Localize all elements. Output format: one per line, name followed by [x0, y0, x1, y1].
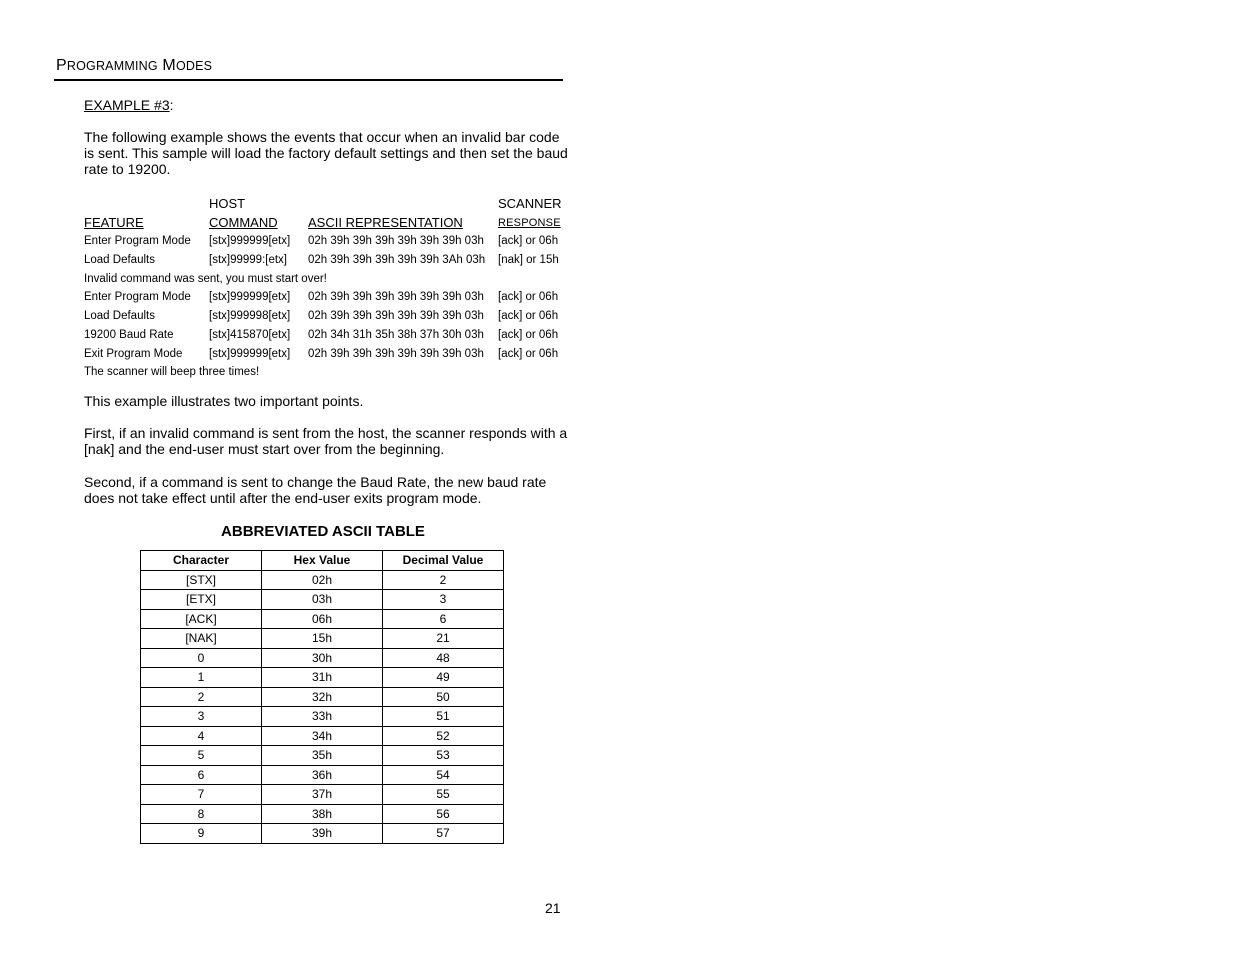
- table-row: [141, 629, 504, 649]
- ascii-cell-decimal: 55: [383, 785, 504, 805]
- ascii-cell-decimal: 48: [383, 648, 504, 668]
- table-row: [141, 765, 504, 785]
- row-feature: Load Defaults: [84, 310, 155, 323]
- table-row: [141, 746, 504, 766]
- table-row: [141, 804, 504, 824]
- ascii-cell-decimal: 52: [383, 726, 504, 746]
- ascii-cell-decimal: 56: [383, 804, 504, 824]
- row-response: [ack] or 06h: [498, 235, 559, 248]
- command-note: [84, 363, 564, 382]
- table-row: [141, 609, 504, 629]
- section-title-p: P: [56, 57, 67, 74]
- note-text: The scanner will beep three times!: [84, 366, 260, 379]
- header-feature: FEATURE: [84, 214, 144, 230]
- ascii-cell-character: 9: [141, 824, 262, 844]
- row-command: [stx]999999[etx]: [209, 291, 291, 304]
- command-row: [84, 288, 564, 307]
- command-table-header-top: [84, 195, 564, 214]
- row-feature: 19200 Baud Rate: [84, 328, 174, 341]
- ascii-cell-character: [ETX]: [141, 590, 262, 610]
- ascii-cell-hex: 31h: [262, 668, 383, 688]
- ascii-cell-decimal: 6: [383, 609, 504, 629]
- ascii-cell-character: [STX]: [141, 570, 262, 590]
- command-row: [84, 345, 564, 364]
- header-command: COMMAND: [209, 214, 278, 230]
- ascii-cell-hex: 35h: [262, 746, 383, 766]
- row-ascii: 02h 39h 39h 39h 39h 39h 39h 03h: [308, 235, 484, 248]
- example-label-colon: :: [169, 97, 174, 113]
- example-label: [84, 97, 174, 113]
- ascii-cell-character: 3: [141, 707, 262, 727]
- row-command: [stx]999999[etx]: [209, 235, 291, 248]
- ascii-table-header-row: [141, 551, 504, 571]
- table-row: [141, 726, 504, 746]
- section-title-odes: ODES: [175, 59, 213, 73]
- page-number: 21: [545, 900, 561, 916]
- row-response: [ack] or 06h: [498, 347, 559, 360]
- table-row: [141, 824, 504, 844]
- title-rule: [54, 79, 563, 81]
- ascii-cell-hex: 30h: [262, 648, 383, 668]
- ascii-cell-decimal: 57: [383, 824, 504, 844]
- first-point-paragraph: First, if an invalid command is sent from the host, the scanner responds with a [nak] and the end-user must start over from the beginning.: [84, 425, 568, 457]
- row-ascii: 02h 34h 31h 35h 38h 37h 30h 03h: [308, 328, 484, 341]
- ascii-cell-decimal: 54: [383, 765, 504, 785]
- ascii-cell-character: 2: [141, 687, 262, 707]
- command-row: [84, 326, 564, 345]
- intro-paragraph: The following example shows the events that occur when an invalid bar code is sent. This sample will load the factory default settings and then set the baud rate to 19200.: [84, 129, 568, 177]
- ascii-cell-hex: 39h: [262, 824, 383, 844]
- ascii-table-title: ABBREVIATED ASCII TABLE: [221, 523, 425, 540]
- ascii-cell-decimal: 3: [383, 590, 504, 610]
- ascii-cell-character: 6: [141, 765, 262, 785]
- row-ascii: 02h 39h 39h 39h 39h 39h 39h 03h: [308, 291, 484, 304]
- row-feature: Exit Program Mode: [84, 347, 183, 360]
- row-command: [stx]99999:[etx]: [209, 254, 287, 267]
- ascii-cell-character: 7: [141, 785, 262, 805]
- row-feature: Enter Program Mode: [84, 291, 191, 304]
- row-ascii: 02h 39h 39h 39h 39h 39h 39h 03h: [308, 310, 484, 323]
- ascii-cell-decimal: 49: [383, 668, 504, 688]
- table-row: [141, 785, 504, 805]
- command-row: [84, 307, 564, 326]
- note-text: Invalid command was sent, you must start over!: [84, 272, 327, 285]
- row-ascii: 02h 39h 39h 39h 39h 39h 39h 03h: [308, 347, 484, 360]
- ascii-cell-decimal: 53: [383, 746, 504, 766]
- ascii-cell-hex: 06h: [262, 609, 383, 629]
- section-title-m: M: [162, 57, 176, 74]
- command-table: [84, 195, 564, 382]
- row-feature: Enter Program Mode: [84, 235, 191, 248]
- row-response: [nak] or 15h: [498, 254, 559, 267]
- table-row: [141, 648, 504, 668]
- ascii-cell-hex: 37h: [262, 785, 383, 805]
- points-paragraph: This example illustrates two important points.: [84, 393, 364, 409]
- ascii-cell-decimal: 2: [383, 570, 504, 590]
- ascii-cell-decimal: 21: [383, 629, 504, 649]
- row-command: [stx]999999[etx]: [209, 347, 291, 360]
- ascii-cell-hex: 02h: [262, 570, 383, 590]
- ascii-table: [140, 550, 504, 844]
- table-row: [141, 668, 504, 688]
- table-row: [141, 707, 504, 727]
- ascii-cell-character: 4: [141, 726, 262, 746]
- section-title: [56, 57, 212, 75]
- row-response: [ack] or 06h: [498, 310, 559, 323]
- table-row: [141, 570, 504, 590]
- ascii-cell-decimal: 50: [383, 687, 504, 707]
- header-scanner: SCANNER: [498, 196, 562, 211]
- table-row: [141, 590, 504, 610]
- ascii-cell-character: [NAK]: [141, 629, 262, 649]
- command-row: [84, 251, 564, 270]
- ascii-header-hex: Hex Value: [262, 551, 383, 571]
- ascii-header-decimal: Decimal Value: [383, 551, 504, 571]
- ascii-cell-character: 5: [141, 746, 262, 766]
- ascii-cell-character: [ACK]: [141, 609, 262, 629]
- row-command: [stx]999998[etx]: [209, 310, 291, 323]
- ascii-cell-character: 0: [141, 648, 262, 668]
- table-row: [141, 687, 504, 707]
- row-ascii: 02h 39h 39h 39h 39h 39h 3Ah 03h: [308, 254, 486, 267]
- row-command: [stx]415870[etx]: [209, 328, 291, 341]
- ascii-cell-hex: 34h: [262, 726, 383, 746]
- ascii-cell-character: 1: [141, 668, 262, 688]
- ascii-cell-hex: 03h: [262, 590, 383, 610]
- ascii-cell-decimal: 51: [383, 707, 504, 727]
- header-ascii: ASCII REPRESENTATION: [308, 214, 463, 230]
- section-title-rogramming: ROGRAMMING: [66, 59, 158, 73]
- ascii-cell-character: 8: [141, 804, 262, 824]
- command-table-header: [84, 214, 564, 233]
- second-point-paragraph: Second, if a command is sent to change the Baud Rate, the new baud rate does not take effect until after the end-user exits program mode.: [84, 474, 547, 506]
- example-label-text: EXAMPLE #3: [84, 97, 170, 113]
- ascii-cell-hex: 33h: [262, 707, 383, 727]
- row-feature: Load Defaults: [84, 254, 155, 267]
- ascii-cell-hex: 36h: [262, 765, 383, 785]
- ascii-cell-hex: 38h: [262, 804, 383, 824]
- ascii-header-character: Character: [141, 551, 262, 571]
- command-row: [84, 232, 564, 251]
- ascii-cell-hex: 32h: [262, 687, 383, 707]
- row-response: [ack] or 06h: [498, 291, 559, 304]
- ascii-cell-hex: 15h: [262, 629, 383, 649]
- command-note: [84, 270, 564, 289]
- header-response: RESPONSE: [498, 216, 561, 229]
- header-host: HOST: [209, 196, 246, 211]
- row-response: [ack] or 06h: [498, 328, 559, 341]
